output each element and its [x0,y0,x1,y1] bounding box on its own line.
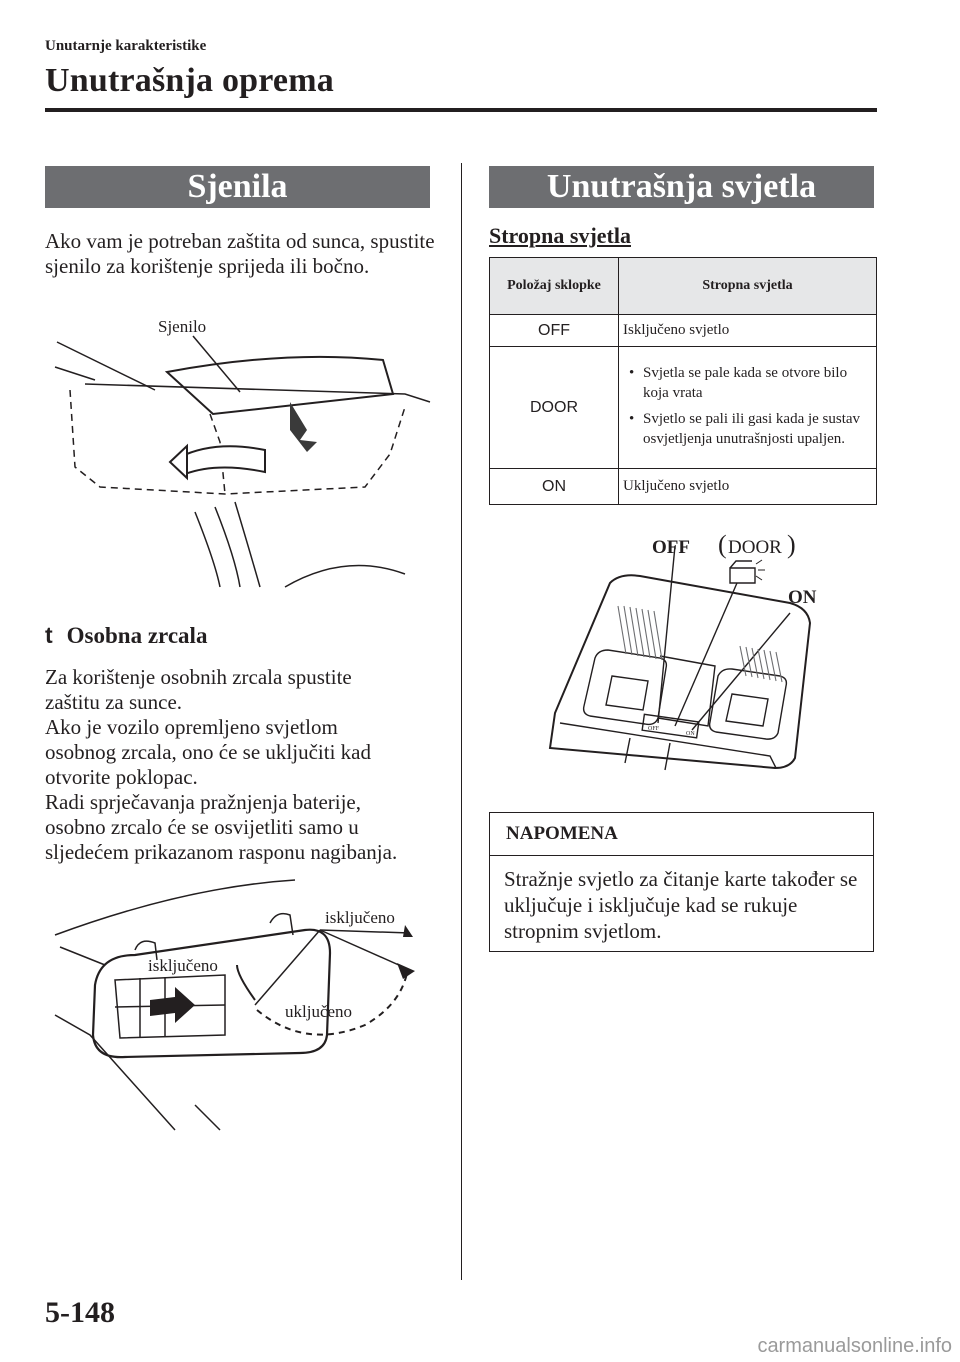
body-line: sljedećem prikazanom rasponu nagibanja. [45,840,398,864]
switch-label-off: OFF [648,726,660,732]
page-title: Unutrašnja oprema [45,62,334,99]
position-off: OFF [490,315,619,347]
sun-visor-illustration [45,312,445,597]
column-divider [461,163,462,1280]
body-line: Ako je vozilo opremljeno svjetlom [45,715,338,739]
door-light-icon [756,560,765,580]
personal-mirrors-text [45,665,445,865]
section-banner-interior-lights: Unutrašnja svjetla [489,166,874,208]
position-door: DOOR [490,347,619,469]
label-door-open-paren: ( [718,530,727,559]
label-off-left: isključeno [148,956,218,975]
body-line: Za korištenje osobnih zrcala spustite [45,665,352,689]
label-on: ON [788,587,817,608]
description-off: Isključeno svjetlo [619,315,877,347]
table-row [490,469,877,505]
title-rule [45,108,877,112]
sun-visor-intro: Ako vam je potreban zaštita od sunca, spustite sjenilo za korištenje sprijeda ili bočno. [45,229,435,278]
note-box [489,812,874,952]
vanity-mirror-illustration [45,875,445,1137]
position-on: ON [490,469,619,505]
label-off-top: isključeno [325,908,395,927]
table-row [490,315,877,347]
list-item: • Svjetlo se pali ili gasi kada je sustav osvjetljenja unutrašnjosti upaljen. [623,409,872,449]
watermark: carmanualsonline.info [757,1335,952,1357]
description-door [619,347,877,469]
table-header-position: Položaj sklopke [490,258,619,315]
personal-mirrors-heading [45,622,207,649]
list-item: • Svjetla se pale kada se otvore bilo koja vrata [623,363,872,403]
description-on: Uključeno svjetlo [619,469,877,505]
label-door: DOOR [728,537,782,558]
body-line: Radi sprječavanja pražnjenja baterije, [45,790,362,814]
heading-bullet: t [45,622,53,648]
note-text: Stražnje svjetlo za čitanje karte također se uključuje i isključuje kad se rukuje stropnim svjetlom. [504,867,858,943]
table-row [490,347,877,469]
personal-mirrors-heading-text: Osobna zrcala [66,623,208,648]
body-line: zaštitu za sunce. [45,690,183,714]
body-line: otvorite poklopac. [45,765,198,789]
breadcrumb: Unutarnje karakteristike [45,38,207,54]
body-line: osobno zrcalo će se osvijetliti samo u [45,815,359,839]
section-banner-sjenila: Sjenila [45,166,430,208]
note-title: NAPOMENA [490,813,873,856]
overhead-console-illustration [540,528,840,780]
switch-label-on: ON [686,731,695,737]
label-off: OFF [652,537,690,558]
label-door-close-paren: ) [787,530,796,559]
page-number: 5-148 [45,1296,115,1329]
table-header-lights: Stropna svjetla [619,258,877,315]
body-line: osobnog zrcala, ono će se uključiti kad [45,740,371,764]
table-header-row [490,258,877,315]
sun-visor-label: Sjenilo [158,317,207,336]
overhead-lights-title: Stropna svjetla [489,223,631,248]
overhead-lights-table [489,257,877,505]
label-on: uključeno [285,1002,353,1021]
